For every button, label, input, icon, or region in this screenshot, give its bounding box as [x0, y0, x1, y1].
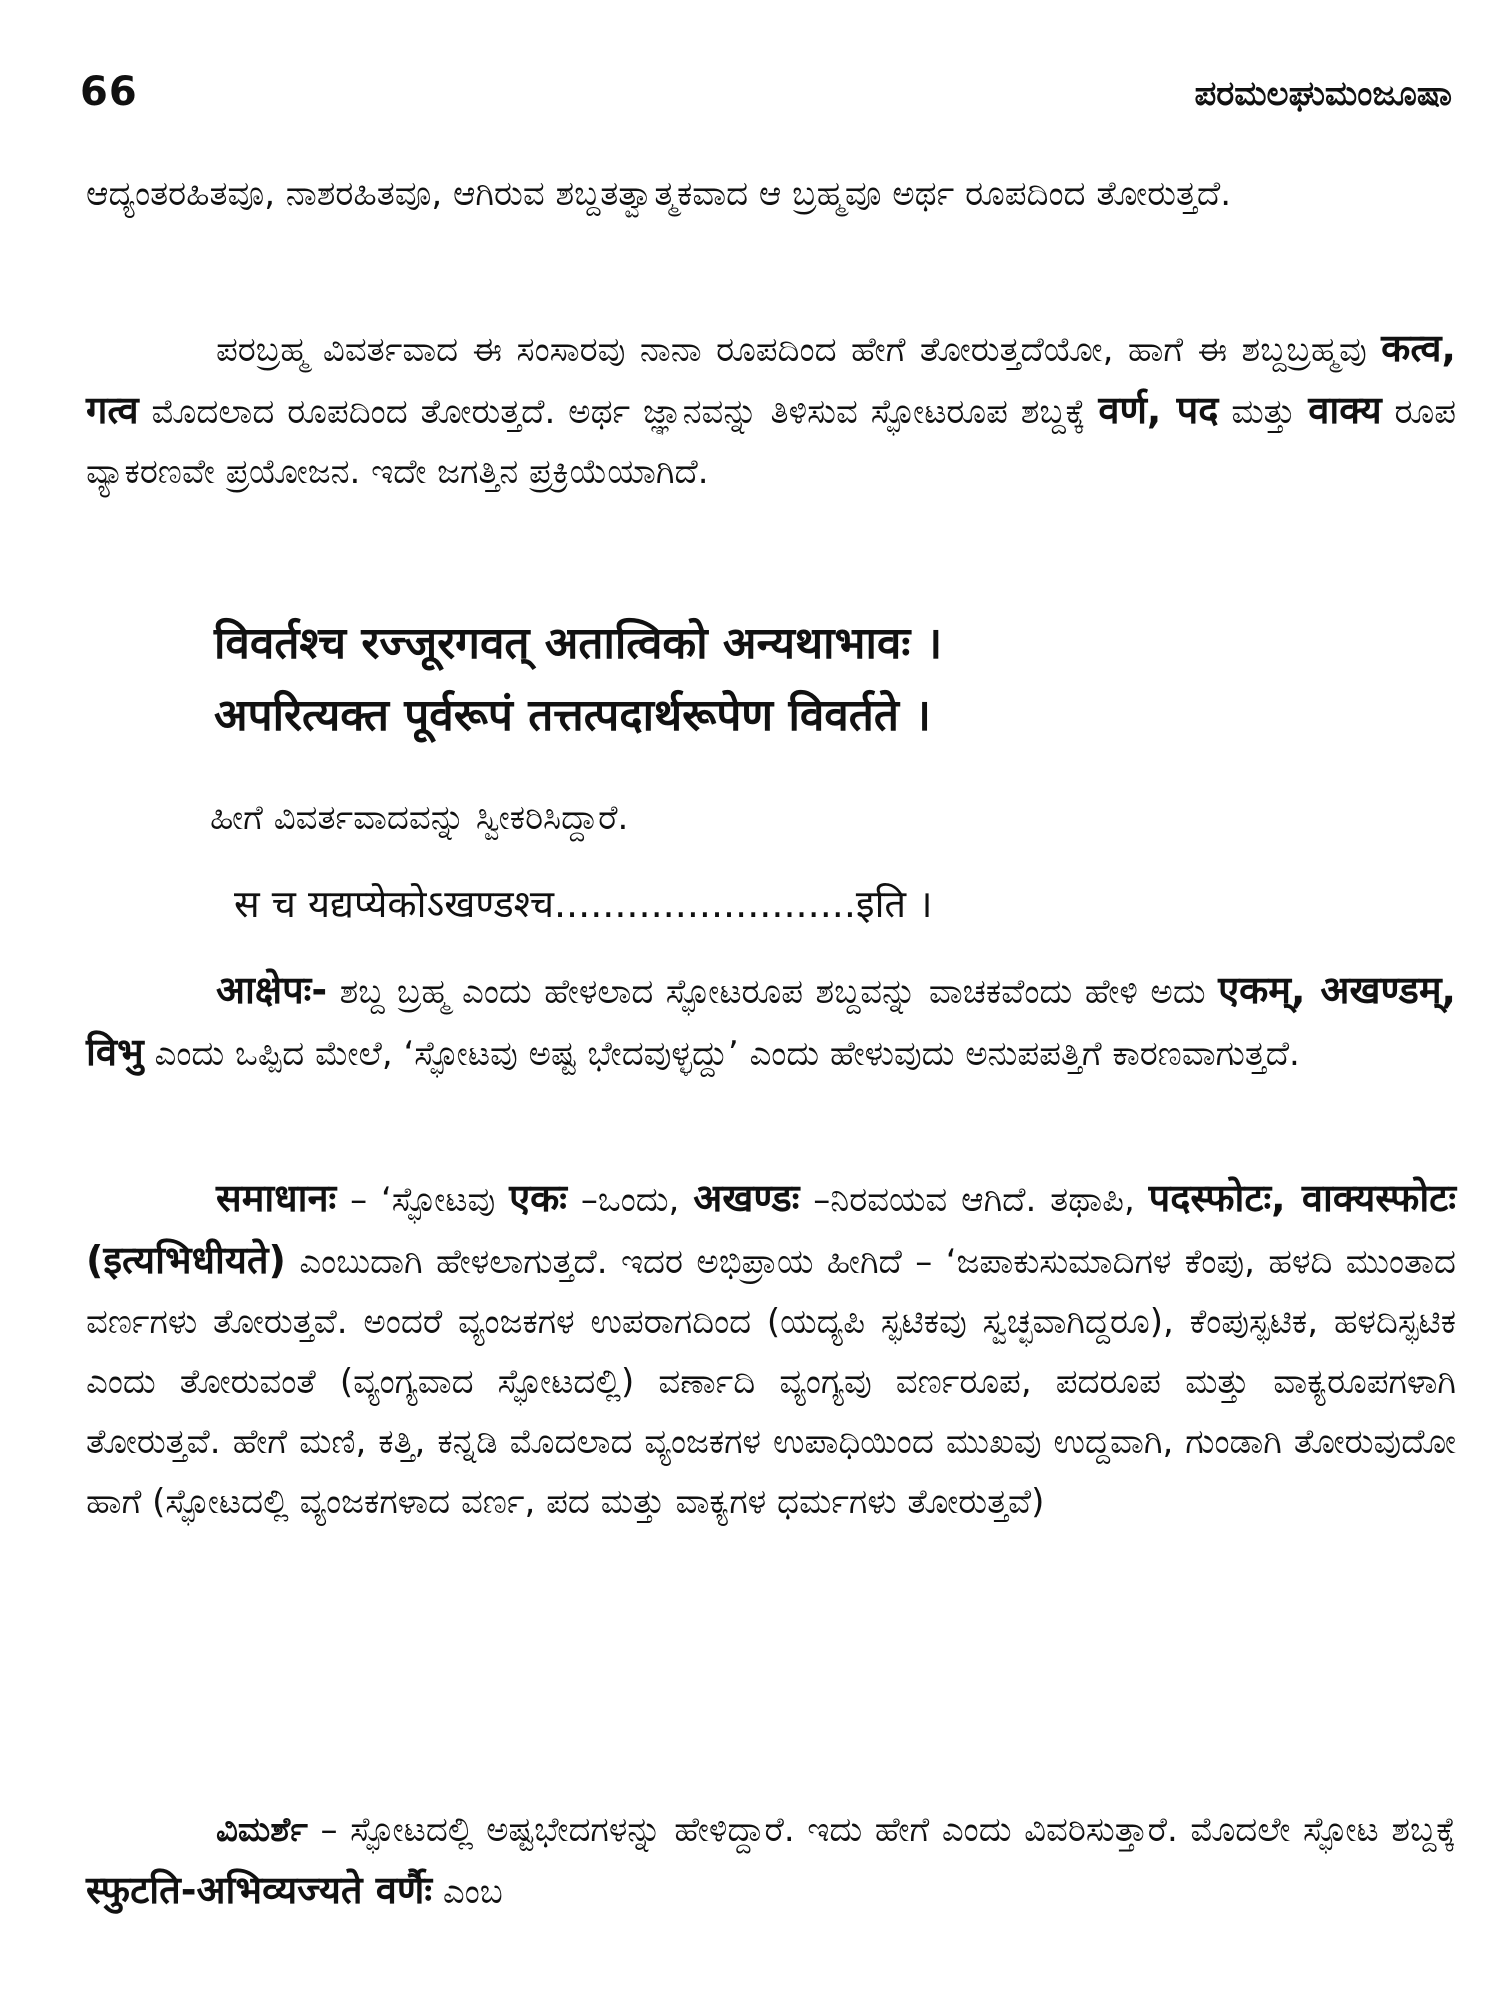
paragraph-2	[86, 318, 1456, 502]
paragraph-3: ಹೀಗೆ ವಿವರ್ತವಾದವನ್ನು ಸ್ವೀಕರಿಸಿದ್ದಾರೆ.	[210, 798, 629, 838]
objection-paragraph	[86, 960, 1456, 1084]
objection-text-2: ಎಂದು ಒಪ್ಪಿದ ಮೇಲೆ, ‘ಸ್ಫೋಟವು ಅಷ್ಟ ಭೇದವುಳ್ಳದ್ದು’ ಎಂದು ಹೇಳುವುದು ಅನುಪಪತ್ತಿಗೆ ಕಾರಣವಾಗುತ್ತದೆ.	[143, 1034, 1300, 1074]
running-title: ಪರಮಲಘುಮಂಜೂಷಾ	[1194, 74, 1452, 114]
answer-term-1: एकः	[509, 1176, 567, 1220]
paragraph-2-term-3: वाक्य	[1308, 388, 1382, 432]
paragraph-2-text-3: ಮತ್ತು	[1218, 392, 1309, 432]
page-header	[80, 62, 1452, 122]
paragraph-2-text-1: ಪರಬ್ರಹ್ಮ ವಿವರ್ತವಾದ ಈ ಸಂಸಾರವು ನಾನಾ ರೂಪದಿಂದ ಹೇಗೆ ತೋರುತ್ತದೆಯೋ, ಹಾಗೆ ಈ ಶಬ್ದಬ್ರಹ್ಮವು	[216, 330, 1382, 370]
objection-text-1: ಶಬ್ದ ಬ್ರಹ್ಮ ಎಂದು ಹೇಳಲಾದ ಸ್ಫೋಟರೂಪ ಶಬ್ದವನ್ನು ವಾಚಕವೆಂದು ಹೇಳಿ ಅದು	[327, 972, 1219, 1012]
answer-text-3: –ನಿರವಯವ ಆಗಿದೆ. ತಥಾಪಿ,	[799, 1180, 1149, 1220]
page-number: 66	[80, 69, 138, 115]
critique-text-1: – ಸ್ಫೋಟದಲ್ಲಿ ಅಷ್ಟಭೇದಗಳನ್ನು ಹೇಳಿದ್ದಾರೆ. ಇದು ಹೇಗೆ ಎಂದು ವಿವರಿಸುತ್ತಾರೆ. ಮೊದಲೇ ಸ್ಫೋಟ ಶಬ್ದಕ್ಕೆ	[307, 1810, 1456, 1850]
objection-term: एकम्, अखण्डम्, विभु	[86, 968, 1456, 1074]
answer-term-3: पदस्फोटः, वाक्यस्फोटः (इत्यभिधीयते)	[86, 1176, 1456, 1282]
answer-term-2: अखण्डः	[693, 1176, 800, 1220]
sanskrit-verse-line-2: अपरित्यक्त पूर्वरूपं तत्तत्पदार्थरूपेण विवर्तते ।	[214, 690, 931, 741]
critique-term: स्फुटति-अभिव्यज्यते वर्णैः	[86, 1868, 433, 1912]
answer-text-2: –ಒಂದು,	[566, 1180, 694, 1220]
paragraph-2-term-1: कत्व, गत्व	[86, 326, 1456, 432]
answer-text-4: ಎಂಬುದಾಗಿ ಹೇಳಲಾಗುತ್ತದೆ. ಇದರ ಅಭಿಪ್ರಾಯ ಹೀಗಿದೆ – ‘ಜಪಾಕುಸುಮಾದಿಗಳ ಕೆಂಪು, ಹಳದಿ ಮುಂತಾದ ವರ್ಣಗಳು ತೋರುತ್ತವೆ. ಅಂದರೆ ವ್ಯಂಜಕಗಳ ಉಪರಾಗದಿಂದ (ಯದ್ಯಪಿ ಸ್ಫಟಿಕವು ಸ್ವಚ್ಛವಾಗಿದ್ದರೂ), ಕೆಂಪುಸ್ಫಟಿಕ, ಹಳದಿಸ್ಫಟಿಕ ಎಂದು ತೋರುವಂತೆ (ವ್ಯಂಗ್ಯವಾದ ಸ್ಫೋಟದಲ್ಲಿ) ವರ್ಣಾದಿ ವ್ಯಂಗ್ಯವು ವರ್ಣರೂಪ, ಪದರೂಪ ಮತ್ತು ವಾಕ್ಯರೂಪಗಳಾಗಿ ತೋರುತ್ತವೆ. ಹೇಗೆ ಮಣಿ, ಕತ್ತಿ, ಕನ್ನಡಿ ಮೊದಲಾದ ವ್ಯಂಜಕಗಳ ಉಪಾಧಿಯಿಂದ ಮುಖವು ಉದ್ದವಾಗಿ, ಗುಂಡಾಗಿ ತೋರುವುದೋ ಹಾಗೆ (ಸ್ಫೋಟದಲ್ಲಿ ವ್ಯಂಜಕಗಳಾದ ವರ್ಣ, ಪದ ಮತ್ತು ವಾಕ್ಯಗಳ ಧರ್ಮಗಳು ತೋರುತ್ತವೆ)	[86, 1242, 1456, 1522]
answer-paragraph	[86, 1168, 1456, 1532]
paragraph-2-text-4: ರೂಪ ವ್ಯಾಕರಣವೇ ಪ್ರಯೋಜನ. ಇದೇ ಜಗತ್ತಿನ ಪ್ರಕ್ರಿಯೆಯಾಗಿದೆ.	[86, 392, 1457, 492]
objection-label: आक्षेपः-	[216, 968, 328, 1012]
paragraph-2-term-2: वर्ण, पद	[1098, 388, 1219, 432]
answer-label: समाधानः	[216, 1176, 337, 1220]
critique-paragraph	[86, 1800, 1456, 1922]
sanskrit-verse-line-1: विवर्तश्च रज्जूरगवत् अतात्विको अन्यथाभावः ।	[214, 618, 943, 669]
quotation-line: स च यद्यप्येकोऽखण्डश्च.........................इति ।	[234, 882, 933, 926]
paragraph-1: ಆದ್ಯಂತರಹಿತವೂ, ನಾಶರಹಿತವೂ, ಆಗಿರುವ ಶಬ್ದತತ್ವಾತ್ಮಕವಾದ ಆ ಬ್ರಹ್ಮವೂ ಅರ್ಥ ರೂಪದಿಂದ ತೋರುತ್ತದೆ.	[86, 174, 1232, 214]
answer-text-1: – ‘ಸ್ಫೋಟವು	[336, 1180, 510, 1220]
critique-text-2: ಎಂಬ	[432, 1872, 503, 1912]
critique-label: ವಿಮರ್ಶೆ	[216, 1810, 308, 1850]
paragraph-2-text-2: ಮೊದಲಾದ ರೂಪದಿಂದ ತೋರುತ್ತದೆ. ಅರ್ಥ ಜ್ಞಾನವನ್ನು ತಿಳಿಸುವ ಸ್ಫೋಟರೂಪ ಶಬ್ದಕ್ಕೆ	[138, 392, 1099, 432]
